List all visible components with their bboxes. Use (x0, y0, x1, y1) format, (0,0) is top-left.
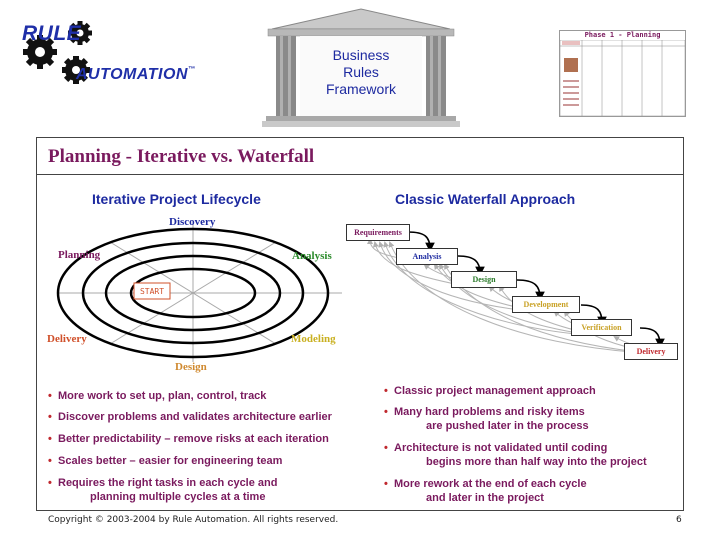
bullet-text: Architecture is not validated until coding (394, 442, 608, 454)
iterative-bullet (48, 476, 277, 504)
page-number: 6 (676, 515, 682, 525)
waterfall-step-development: Development (512, 296, 580, 313)
bullet-icon: • (48, 390, 52, 402)
iterative-bullet (48, 454, 282, 468)
bullet-text: Requires the right tasks in each cycle and (58, 477, 278, 489)
waterfall-heading: Classic Waterfall Approach (395, 191, 576, 207)
label-start: START (139, 287, 165, 296)
bullet-text-continued: planning multiple cycles at a time (90, 491, 266, 503)
temple-text (300, 47, 422, 98)
temple-line-rules: Rules (343, 64, 379, 80)
bullet-text: More rework at the end of each cycle (394, 478, 587, 490)
waterfall-bullet (384, 384, 596, 398)
waterfall-step-verification: Verification (571, 319, 632, 336)
bullet-text: Scales better – easier for engineering team (58, 455, 283, 467)
title-divider (36, 174, 684, 175)
iterative-spiral-diagram (40, 212, 360, 372)
bullet-icon: • (384, 406, 388, 418)
iterative-heading: Iterative Project Lifecycle (92, 191, 261, 207)
bullet-text: Many hard problems and risky items (394, 406, 585, 418)
bullet-icon: • (384, 478, 388, 490)
page-title: Planning - Iterative vs. Waterfall (48, 146, 315, 167)
bullet-text: Discover problems and validates architecture earlier (58, 411, 332, 423)
bullet-icon: • (48, 411, 52, 423)
waterfall-step-requirements: Requirements (346, 224, 410, 241)
waterfall-step-design: Design (451, 271, 517, 288)
label-delivery: Delivery (47, 333, 87, 345)
thumbnail-grid (560, 40, 685, 116)
bullet-text-continued: begins more than half way into the project (426, 456, 647, 468)
temple-line-framework: Framework (325, 81, 396, 97)
iterative-bullet (48, 410, 332, 424)
waterfall-bullet (384, 441, 647, 469)
waterfall-step-delivery: Delivery (624, 343, 678, 360)
label-modeling: Modeling (291, 333, 336, 345)
bullet-text-continued: are pushed later in the process (426, 420, 589, 432)
logo-trademark: ™ (187, 66, 196, 73)
business-rules-framework-temple (262, 5, 460, 127)
logo-automation-text: AUTOMATION (76, 66, 188, 83)
logo (18, 18, 208, 93)
bullet-icon: • (48, 433, 52, 445)
label-planning: Planning (58, 249, 101, 261)
bullet-icon: • (384, 385, 388, 397)
label-design: Design (175, 361, 207, 373)
waterfall-bullets (384, 384, 682, 509)
bullet-text: Better predictability – remove risks at each iteration (58, 433, 329, 445)
bullet-text: Classic project management approach (394, 385, 596, 397)
thumbnail-title: Phase 1 - Planning (584, 31, 661, 39)
waterfall-bullet (384, 405, 589, 433)
phase-thumbnail (559, 30, 686, 117)
forward-arrow-1 (408, 232, 430, 249)
label-analysis: Analysis (292, 250, 332, 262)
waterfall-step-analysis: Analysis (396, 248, 458, 265)
temple-line-business: Business (332, 47, 390, 63)
bullet-icon: • (384, 442, 388, 454)
label-discovery: Discovery (169, 216, 216, 228)
logo-word-automation (76, 66, 195, 84)
waterfall-bullet (384, 477, 587, 505)
iterative-bullet (48, 389, 266, 403)
bullet-text-continued: and later in the project (426, 492, 544, 504)
copyright-footer: Copyright © 2003-2004 by Rule Automation. All rights reserved. (48, 515, 339, 525)
bullet-icon: • (48, 477, 52, 489)
bullet-text: More work to set up, plan, control, track (58, 390, 267, 402)
iterative-bullet (48, 432, 329, 446)
iterative-bullets (48, 389, 368, 509)
logo-word-rule: RULE (22, 22, 82, 45)
bullet-icon: • (48, 455, 52, 467)
